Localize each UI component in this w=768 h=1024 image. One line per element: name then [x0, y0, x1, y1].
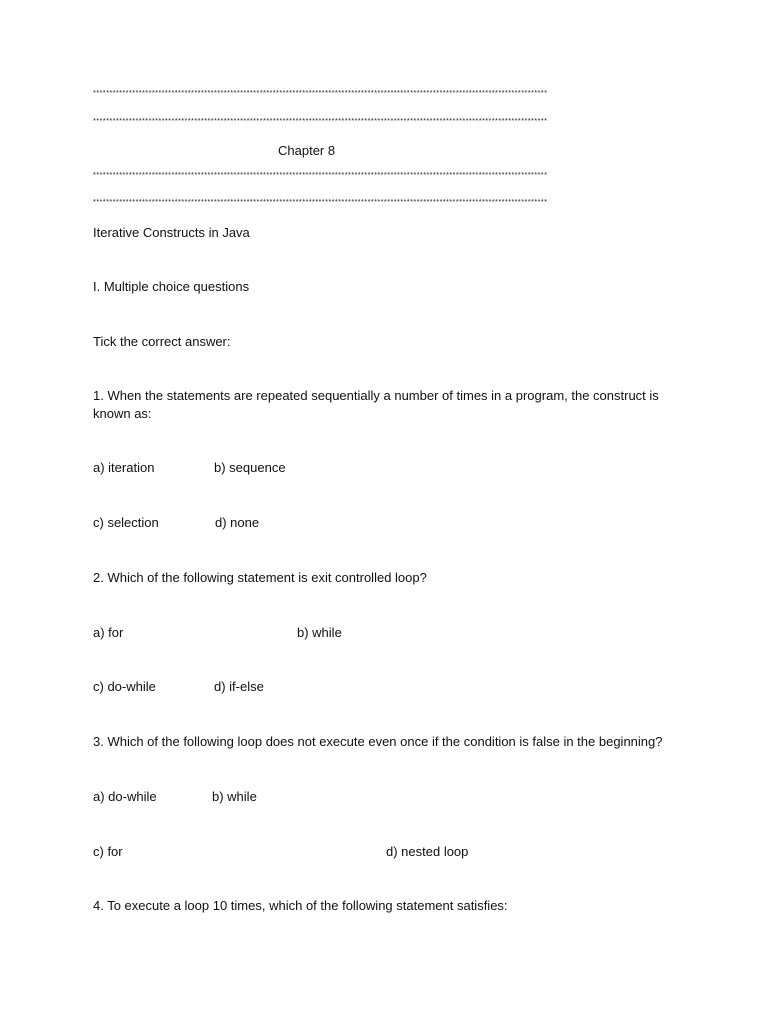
question-text: 2. Which of the following statement is exit controlled loop? — [93, 570, 427, 585]
answer-option: c) selection — [93, 515, 159, 530]
answer-option: a) for — [93, 625, 124, 640]
section-heading: I. Multiple choice questions — [93, 279, 250, 294]
question-text: 3. Which of the following loop does not execute even once if the condition is false in the beginning? — [93, 734, 663, 749]
document-title: Iterative Constructs in Java — [93, 225, 250, 240]
star-divider: ******************************************************************************************************************************************* — [93, 170, 548, 179]
answer-option: b) while — [212, 789, 257, 804]
answer-option: b) sequence — [214, 460, 286, 475]
answer-option: d) nested loop — [386, 844, 469, 859]
instruction-text: Tick the correct answer: — [93, 334, 231, 349]
star-divider: ******************************************************************************************************************************************* — [93, 116, 548, 125]
answer-option: a) iteration — [93, 460, 155, 475]
answer-option: b) while — [297, 625, 342, 640]
chapter-heading: Chapter 8 — [278, 143, 336, 158]
question-text: 4. To execute a loop 10 times, which of the following statement satisfies: — [93, 898, 508, 913]
answer-option: a) do-while — [93, 789, 157, 804]
answer-option: c) for — [93, 844, 123, 859]
star-divider: ******************************************************************************************************************************************* — [93, 197, 548, 206]
question-text: 1. When the statements are repeated sequentially a number of times in a program, the construct is known as: — [93, 388, 659, 421]
answer-option: c) do-while — [93, 679, 156, 694]
answer-option: d) if-else — [214, 679, 264, 694]
answer-option: d) none — [215, 515, 260, 530]
star-divider: ******************************************************************************************************************************************* — [93, 88, 548, 97]
